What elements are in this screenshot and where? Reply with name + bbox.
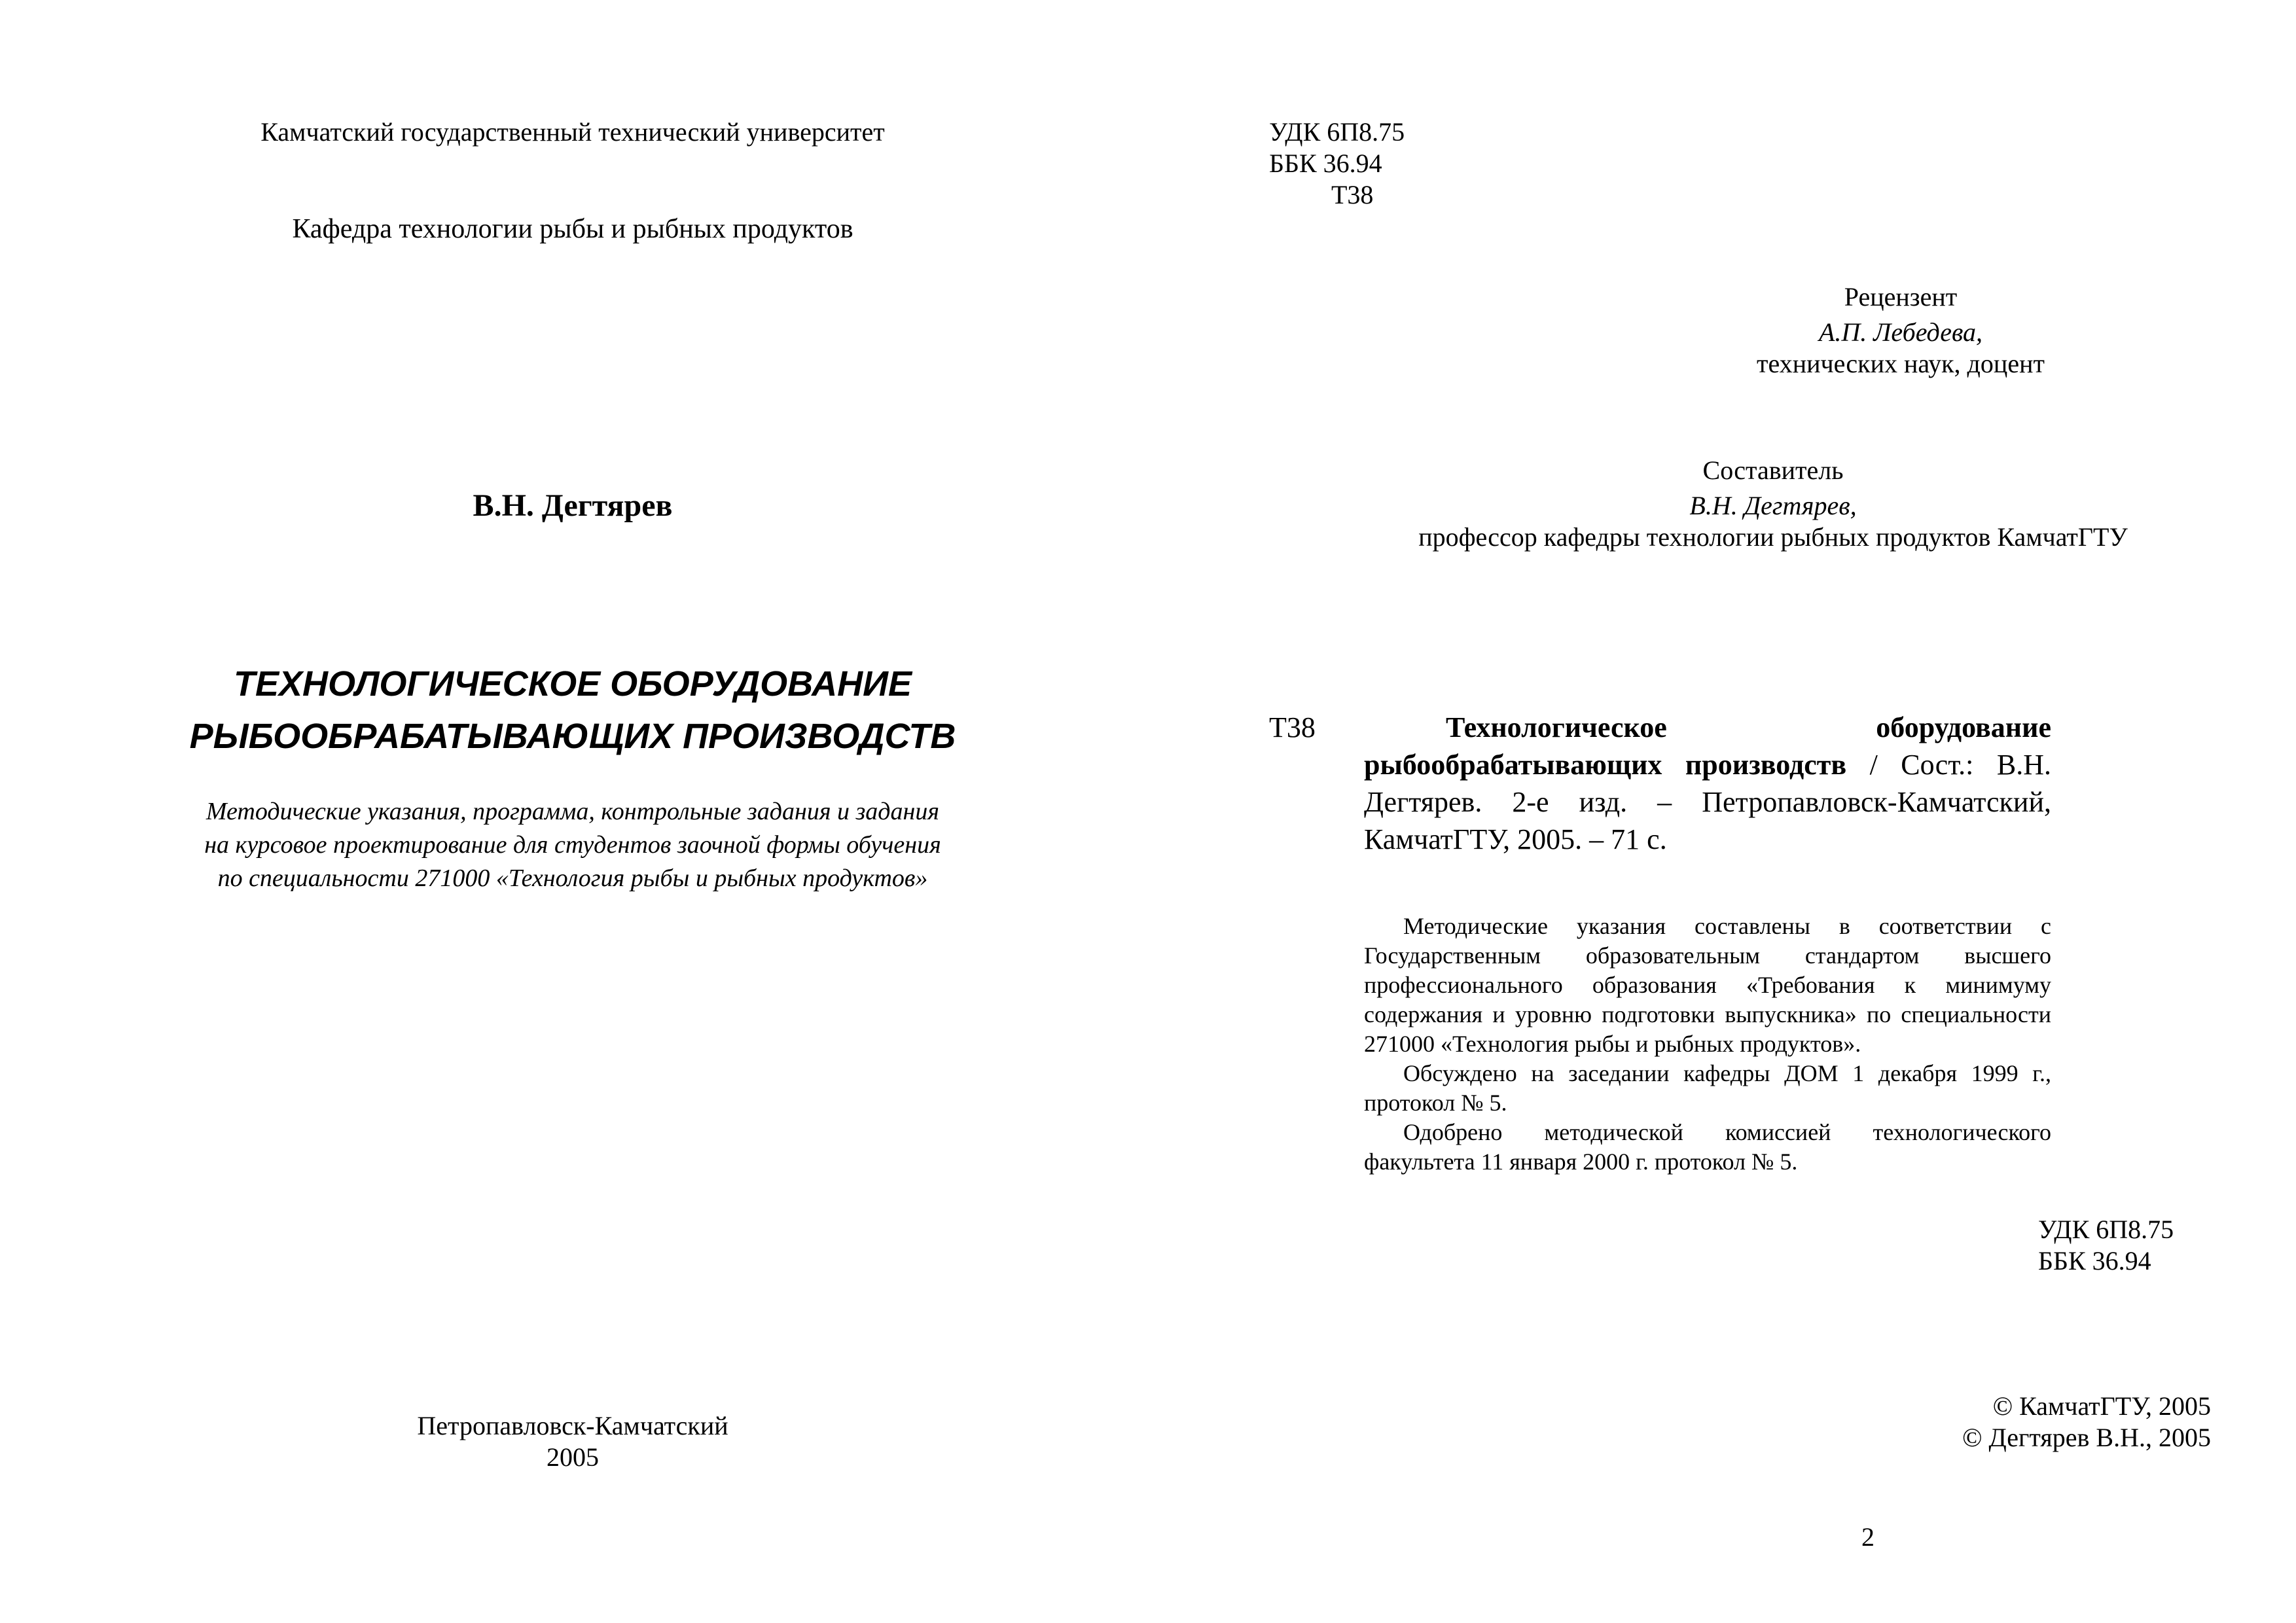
reviewer-title: технических наук, доцент [1757, 349, 2045, 378]
author-name: В.Н. Дегтярев [473, 488, 673, 523]
annotation-paragraph-1: Методические указания составлены в соответствии с Государственным образовательным стандартом высшего профессионального образования «Требования к минимуму содержания и уровню подготовки выпускника» по специальности 271000 «Технология рыбы и рыбных продуктов». [1364, 913, 2051, 1057]
author-mark: Т38 [1331, 180, 1374, 209]
subtitle-line-3: по специальности 271000 «Технология рыбы и рыбных продуктов» [217, 865, 928, 892]
compiler-name: В.Н. Дегтярев, [1689, 491, 1857, 520]
biblio-title: Технологическое оборудование рыбообрабатывающих производств [1364, 711, 2051, 781]
bbk-code-bottom: ББК 36.94 [2038, 1246, 2151, 1275]
biblio-mark: Т38 [1269, 711, 1316, 743]
biblio-details: / Сост.: В.Н. Дегтярев. 2-е изд. – Петропавловск-Камчатский, КамчатГТУ, 2005. – 71 с. [1364, 749, 2051, 855]
annotation-paragraph-3: Одобрено методической комиссией технологического факультета 11 января 2000 г. протокол № 5. [1364, 1119, 2051, 1175]
title-line-1: ТЕХНОЛОГИЧЕСКОЕ ОБОРУДОВАНИЕ [234, 664, 912, 704]
copyright-author: © Дегтярев В.Н., 2005 [1962, 1423, 2211, 1452]
copyright-university: © КамчатГТУ, 2005 [1992, 1391, 2211, 1421]
annotation [1364, 912, 2051, 1177]
imprint-year: 2005 [547, 1442, 599, 1472]
annotation-paragraph-2: Обсуждено на заседании кафедры ДОМ 1 декабря 1999 г., протокол № 5. [1364, 1060, 2051, 1116]
document-subtitle [98, 795, 1047, 895]
subtitle-line-2: на курсовое проектирование для студентов заочной формы обучения [204, 831, 941, 859]
imprint [262, 1410, 884, 1473]
title-line-2: РЫБООБРАБАТЫВАЮЩИХ ПРОИЗВОДСТВ [189, 717, 956, 756]
udk-code: УДК 6П8.75 [1269, 117, 1405, 147]
reviewer-name: А.П. Лебедева, [1818, 317, 1983, 347]
compiler-title: профессор кафедры технологии рыбных продуктов КамчатГТУ [1418, 522, 2128, 552]
subtitle-line-1: Методические указания, программа, контрольные задания и задания [206, 798, 940, 825]
right-page [1148, 0, 2296, 1623]
department-name: Кафедра технологии рыбы и рыбных продуктов [292, 214, 853, 244]
page-number: 2 [1861, 1522, 1874, 1552]
classification-codes-bottom [2038, 1214, 2234, 1277]
compiler-heading: Составитель [1702, 455, 1844, 485]
copyright-block [1803, 1391, 2211, 1454]
document-title [98, 658, 1047, 762]
udk-code-bottom: УДК 6П8.75 [2038, 1215, 2174, 1244]
university-name: Камчатский государственный технический университет [260, 117, 885, 147]
reviewer-heading: Рецензент [1844, 282, 1958, 312]
bibliographic-record [1364, 709, 2051, 858]
bbk-code: ББК 36.94 [1269, 149, 1382, 178]
imprint-city: Петропавловск-Камчатский [417, 1411, 728, 1440]
reviewer-block [1541, 281, 2261, 380]
classification-codes [1269, 116, 1531, 211]
compiler-block [1364, 455, 2182, 553]
